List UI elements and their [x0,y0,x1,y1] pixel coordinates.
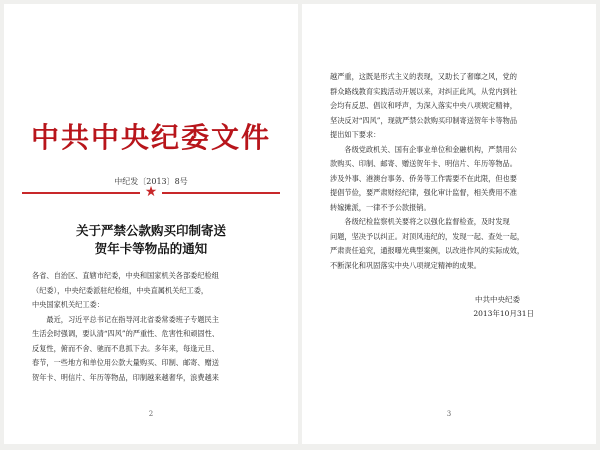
body-line: 各级党政机关、国有企事业单位和金融机构，严禁用公 [344,144,517,154]
red-divider-right [162,192,280,194]
salutation-line: 中央国家机关纪工委： [32,300,104,309]
signature-organization: 中共中央纪委 [475,295,520,304]
body-line: 反复性，俯而不舍、驰而不息抓下去。多年来，每逢元旦、 [32,343,219,353]
body-line: 涉及外事、港澳台事务、侨务等工作需要不在此限，但也要 [330,173,517,183]
body-line: 贺年卡、明信片、年历等物品，印制越来越奢华，浪费越来 [32,372,219,382]
document-title [4,222,298,258]
star-icon: ★ [144,184,158,200]
signature-date: 2013年10月31日 [473,309,534,318]
document-header: 中共中央纪委文件 [30,121,271,154]
document-number: 中纪发〔2013〕8号 [114,177,188,186]
body-line: 最近，习近平总书记在指导河北省委常委班子专题民主 [46,314,219,324]
body-line: 款购买、印制、邮寄、赠送贺年卡、明信片、年历等物品。 [330,159,517,168]
body-line: 坚决反对“四风”，现就严禁公款购买印制寄送贺年卡等物品 [330,115,518,125]
body-line: 提出如下要求： [330,130,381,139]
left-page [4,4,298,444]
body-line: 转嫁摊派，一律不予公款报销。 [330,202,431,212]
body-line: 会均有反思、倡议和呼声，为深入落实中央八项规定精神， [330,101,517,110]
right-page [302,4,596,444]
body-line: 问题，坚决予以纠正。对顶风违纪的，发现一起、查处一起， [330,231,525,241]
body-line: 生活会时强调，要认清“四风”的严重性、危害性和顽固性、 [32,329,220,338]
title-line-2: 贺年卡等物品的通知 [94,241,208,256]
right-body-text [330,70,576,273]
red-divider-left [22,192,140,194]
page-number: 2 [148,410,154,418]
page-number: 3 [446,410,452,418]
body-line: 提倡节俭，要严肃财经纪律，强化审计监督，相关费用不准 [330,188,517,197]
body-line: 严肃责任追究，通报曝光典型案例，以改进作风的实际成效， [330,246,525,255]
salutation-line: （纪委），中央纪委派驻纪检组，中央直属机关纪工委， [32,285,209,295]
body-line: 各级纪检监察机关要将之以强化监督检查，及时发现 [344,217,510,226]
body-line: 不断深化和巩固落实中央八项规定精神的成果。 [330,260,481,270]
body-line: 越严重，这既是形式主义的表现，又助长了奢靡之风，党的 [330,72,517,81]
title-line-1: 关于严禁公款购买印制寄送 [75,223,226,238]
left-body-text [32,269,278,385]
salutation-line: 各省、自治区、直辖市纪委，中央和国家机关各部委纪检组 [32,271,219,280]
body-line: 春节，一些地方和单位用公款大量购买、印制、邮寄、赠送 [32,358,219,367]
body-line: 群众路线教育实践活动开展以来，对纠正此风，从党内到社 [330,86,517,96]
